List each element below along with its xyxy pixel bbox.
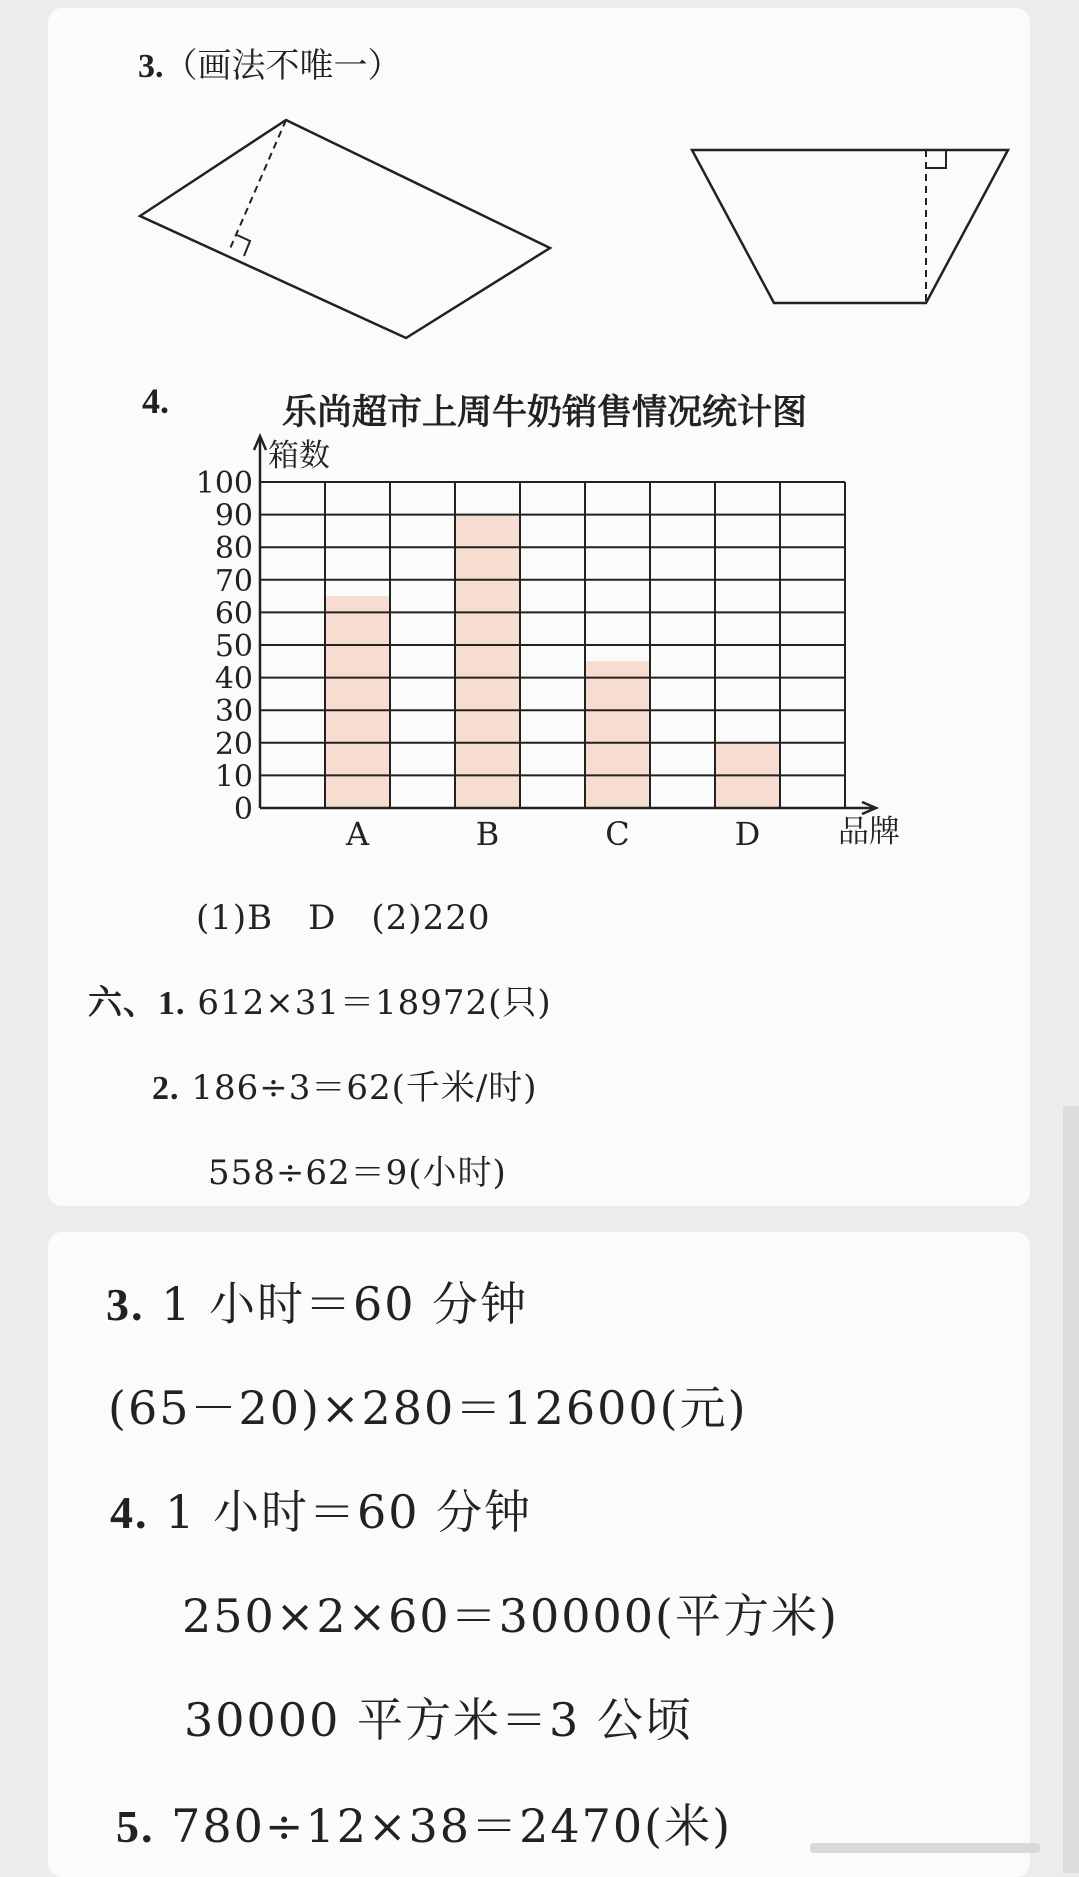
y-tick-label: 90 — [214, 498, 253, 534]
section-6-answer-2-line-1: 186÷3＝62(千米/时) — [191, 1068, 538, 1108]
section-6-question-1 — [88, 975, 552, 1024]
bar-C — [585, 661, 650, 808]
question-3-note: （画法不唯一） — [163, 46, 402, 86]
lower-question-5-number: 5. — [116, 1801, 155, 1852]
question-5-answer-line-1 — [116, 1790, 732, 1856]
x-category-label: B — [475, 815, 500, 853]
section-6-answer-1: 612×31＝18972(只) — [197, 983, 552, 1023]
y-tick-label: 20 — [214, 726, 253, 762]
scrollbar[interactable] — [1063, 1106, 1079, 1873]
lower-question-3-text-1: 1 小时＝60 分钟 — [161, 1277, 529, 1331]
x-axis-label: 品牌 — [838, 814, 900, 850]
section-6-question-2 — [152, 1060, 538, 1109]
lower-question-5-text-1: 780÷12×38＝2470(米) — [171, 1799, 733, 1853]
y-tick-label: 40 — [214, 661, 253, 697]
section-6-number: 六、1. — [88, 985, 186, 1022]
y-tick-label: 70 — [214, 563, 253, 599]
y-tick-label: 100 — [195, 466, 253, 501]
y-tick-label: 0 — [233, 792, 253, 827]
lower-question-3-text-2: (65－20)×280＝12600(元) — [108, 1381, 748, 1435]
y-axis-label: 箱数 — [268, 438, 330, 474]
question-4-number: 4. — [142, 381, 169, 421]
y-tick-label: 30 — [214, 694, 253, 730]
question-3-answer-line-1 — [106, 1268, 528, 1334]
y-tick-label: 60 — [214, 596, 253, 632]
lower-question-3-number: 3. — [106, 1279, 145, 1330]
x-category-label: D — [734, 815, 761, 853]
lower-question-4-number: 4. — [110, 1487, 149, 1538]
y-tick-label: 10 — [214, 759, 253, 795]
x-category-label: C — [605, 815, 630, 853]
y-tick-label: 50 — [214, 629, 253, 664]
question-4-answer-line-1 — [110, 1476, 532, 1542]
watermark — [810, 1843, 1040, 1853]
question-3-number: 3. — [138, 48, 164, 85]
section-6-question-2-number: 2. — [152, 1070, 180, 1107]
lower-question-4-text-3: 30000 平方米＝3 公顷 — [184, 1693, 693, 1747]
y-tick-label: 80 — [214, 531, 253, 567]
question-4-answer: (1)B D (2)220 — [196, 898, 491, 938]
section-6-answer-2-line-2: 558÷62＝9(小时) — [208, 1153, 507, 1193]
lower-question-4-text-2: 250×2×60＝30000(平方米) — [182, 1589, 839, 1643]
bar-chart — [0, 0, 1079, 880]
lower-question-4-text-1: 1 小时＝60 分钟 — [165, 1485, 533, 1539]
chart-title: 乐尚超市上周牛奶销售情况统计图 — [282, 393, 808, 433]
x-category-label: A — [345, 815, 370, 853]
bar-B — [455, 515, 520, 808]
